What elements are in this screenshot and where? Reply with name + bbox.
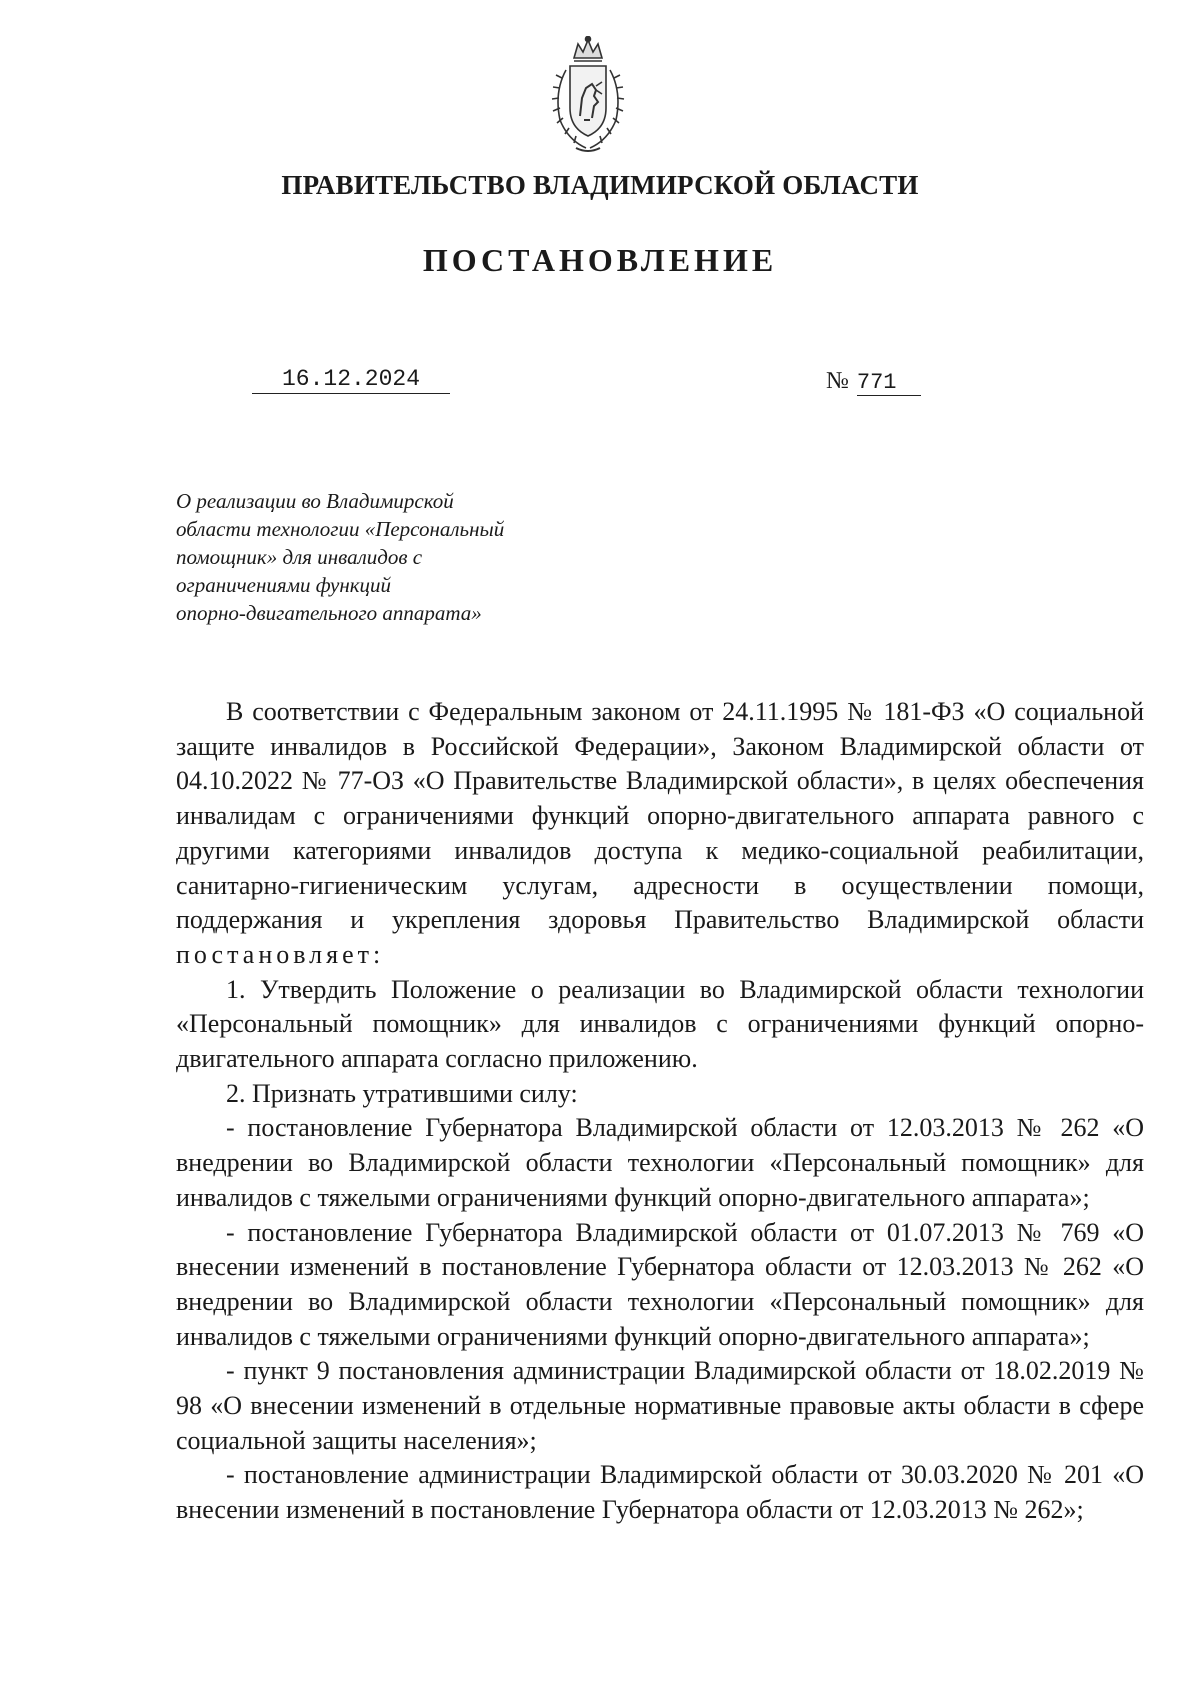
repeal-item: - постановление Губернатора Владимирской области от 12.03.2013 № 262 «О внедрении во Владимирской области технологии «Персональный помощник» для инвалидов с тяжелыми ограничениями функций опорно-двигательного аппарата»; (176, 1113, 1144, 1212)
document-number (826, 368, 921, 396)
preamble-paragraph (176, 695, 1144, 973)
repeal-item: - постановление Губернатора Владимирской области от 01.07.2013 № 769 «О внесении изменений в постановление Губернатора области от 12.03.2013 № 262 «О внедрении во Владимирской области технологии «Персональный помощник» для инвалидов с тяжелыми ограничениями функций опорно-двигательного аппарата»; (176, 1217, 1144, 1351)
document-date: 16.12.2024 (252, 366, 450, 394)
document-subject (176, 487, 596, 627)
coat-of-arms-icon (540, 36, 636, 154)
document-type-title: ПОСТАНОВЛЕНИЕ (422, 242, 778, 278)
subject-line: области технологии «Персональный (176, 517, 505, 541)
repeal-item: - постановление администрации Владимирской области от 30.03.2020 № 201 «О внесении изменений в постановление Губернатора области от 12.03.2013 № 262»; (176, 1460, 1144, 1525)
document-number-value: 771 (857, 370, 921, 396)
number-sign: № (826, 368, 849, 394)
preamble-text: В соответствии с Федеральным законом от 24.11.1995 № 181-ФЗ «О социальной защите инвалидов в Российской Федерации», Законом Владимирской области от 04.10.2022 № 77-ОЗ «О Правительстве Владимирской области», в целях обеспечения инвалидам с ограничениями функций опорно-двигательного аппарата равного с другими категориями инвалидов доступа к медико-социальной реабилитации, санитарно-гигиеническим услугам, адресности в осуществлении помощи, поддержания и укрепления здоровья Правительство Владимирской области (176, 697, 1144, 935)
government-title: ПРАВИТЕЛЬСТВО ВЛАДИМИРСКОЙ ОБЛАСТИ (281, 170, 919, 200)
subject-line: опорно-двигательного аппарата» (176, 601, 482, 625)
resolves-keyword: постановляет: (176, 939, 385, 969)
document-body (176, 695, 1144, 1528)
subject-line: помощник» для инвалидов с (176, 545, 423, 569)
item-1-paragraph: 1. Утвердить Положение о реализации во Владимирской области технологии «Персональный помощник» для инвалидов с ограничениями функций опорно-двигательного аппарата согласно приложению. (176, 974, 1144, 1074)
item-2-paragraph: 2. Признать утратившими силу: (226, 1078, 578, 1108)
subject-line: ограничениями функций (176, 573, 392, 597)
repeal-item: - пункт 9 постановления администрации Владимирской области от 18.02.2019 № 98 «О внесении изменений в отдельные нормативные правовые акты области в сфере социальной защиты населения»; (176, 1356, 1144, 1455)
subject-line: О реализации во Владимирской (176, 489, 454, 513)
